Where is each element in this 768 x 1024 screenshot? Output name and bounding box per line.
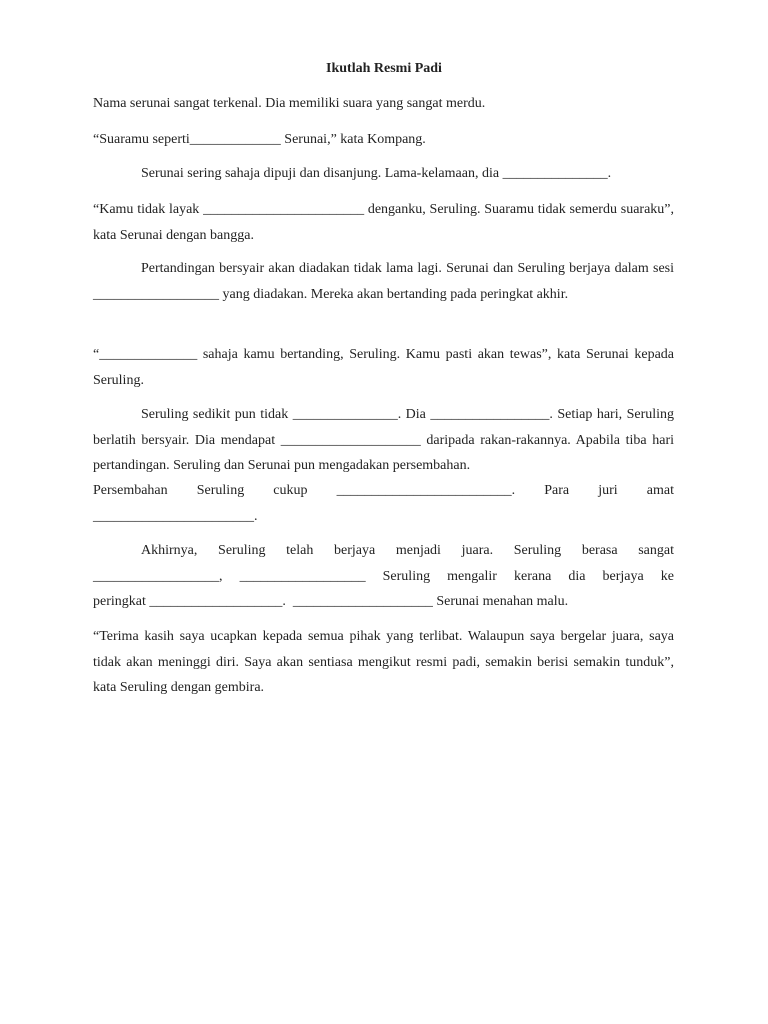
- blank-line: ______________: [99, 347, 198, 362]
- blank-line: _____________: [189, 132, 281, 147]
- paragraph-7-lines-1-3: [93, 402, 674, 479]
- paragraph-8-text-a: ,: [219, 569, 240, 584]
- blank-line: _________________: [430, 407, 550, 422]
- paragraph-4-text-c: denganku, Seruling. Suaramu tidak semerdu suaraku”, kata Serunai dengan bangga.: [93, 202, 674, 243]
- paragraph-3-text-c: .: [607, 166, 612, 181]
- paragraph-5-text-a: Pertandingan bersyair akan diadakan tidak lama lagi. Serunai dan Seruling berjaya dalam sesi: [141, 261, 674, 276]
- paragraph-7-text-g: .: [254, 509, 258, 524]
- paragraph-2: [93, 127, 674, 153]
- document-title: Ikutlah Resmi Padi: [326, 61, 442, 76]
- paragraph-5-text-c: yang diadakan. Mereka akan bertanding pada peringkat akhir.: [219, 286, 569, 302]
- paragraph-1: Nama serunai sangat terkenal. Dia memiliki suara yang sangat merdu.: [93, 96, 486, 111]
- paragraph-4-text-a: “Kamu tidak layak: [93, 202, 204, 217]
- paragraph-6-text-c: sahaja kamu bertanding, Seruling. Kamu pasti akan tewas”, kata Serunai kepada Seruling.: [93, 347, 674, 388]
- paragraph-4: [93, 197, 674, 248]
- paragraph-7-line-4: [93, 478, 674, 504]
- paragraph-7-text-a: Seruling sedikit pun tidak: [141, 407, 293, 422]
- paragraph-6-text-a: “: [93, 347, 100, 362]
- paragraph-3: [93, 161, 674, 187]
- paragraph-9: “Terima kasih saya ucapkan kepada semua pihak yang terlibat. Walaupun saya bergelar juara, saya tidak akan meninggi diri. Saya akan sentiasa mengikut resmi padi, semakin berisi semakin tunduk”, kata Seruling dengan gembira.: [93, 629, 674, 695]
- blank-line: _________________________: [336, 483, 512, 498]
- paragraph-8-line-3: [93, 589, 674, 615]
- paragraph-8-text-b: Seruling mengalir kerana dia berjaya ke: [365, 569, 675, 584]
- paragraph-7-text-c: . Setiap hari, Seruling berlatih bersyair. Dia mendapat: [93, 407, 675, 448]
- blank-line: __________________: [93, 286, 219, 302]
- paragraph-7-text-b: . Dia: [397, 407, 431, 422]
- paragraph-2-text-a: “Suaramu seperti: [93, 132, 190, 147]
- paragraph-8-text-c: peringkat: [93, 594, 150, 609]
- paragraph-8-text-d: .: [282, 594, 293, 609]
- paragraph-8-line-1: Akhirnya, Seruling telah berjaya menjadi juara. Seruling berasa sangat: [141, 543, 674, 558]
- blank-line: _______________________: [203, 202, 365, 217]
- paragraph-7-text-d: daripada rakan-rakannya. Apabila tiba hari pertandingan. Seruling dan Serunai pun mengadakan persembahan.: [93, 432, 674, 473]
- paragraph-8-line-2: [93, 564, 674, 590]
- paragraph-8-text-e: Serunai menahan malu.: [432, 594, 569, 609]
- blank-line: __________________: [93, 569, 219, 584]
- paragraph-6: [93, 342, 674, 393]
- paragraph-3-text-a: Serunai sering sahaja dipuji dan disanjung. Lama-kelamaan, dia: [141, 166, 503, 181]
- blank-line: _______________________: [93, 509, 254, 524]
- paragraph-5: [93, 256, 674, 307]
- paragraph-7-line-5: [93, 504, 674, 530]
- blank-line: __________________: [239, 569, 366, 584]
- paragraph-7-text-e: Persembahan Seruling cukup: [93, 483, 337, 498]
- paragraph-2-text-c: Serunai,” kata Kompang.: [280, 132, 426, 147]
- blank-line: ____________________: [280, 432, 421, 448]
- blank-line: ____________________: [292, 594, 433, 609]
- blank-line: ___________________: [149, 594, 283, 609]
- paragraph-7-text-f: . Para juri amat: [511, 483, 675, 498]
- blank-line: _______________: [292, 407, 398, 422]
- blank-line: _______________: [502, 166, 608, 181]
